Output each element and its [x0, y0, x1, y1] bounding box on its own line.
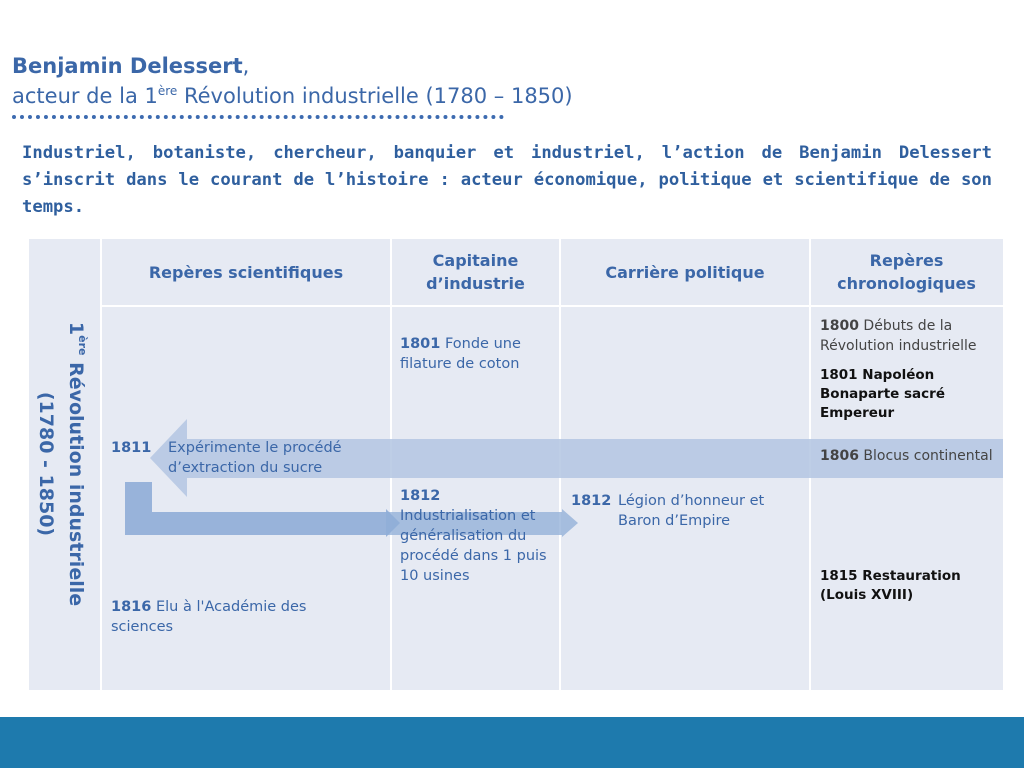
year-label: 1812	[571, 493, 612, 509]
subtitle-text-start: acteur de la 1	[12, 84, 158, 108]
year-label: 1801	[400, 336, 441, 352]
chrono-1801-event: 1801 Napoléon Bonaparte sacré Empereur	[820, 367, 945, 421]
header-industry: Capitaine d’industrie	[426, 251, 525, 293]
side-label-number: 1	[65, 321, 87, 336]
header-chronology: Repères chronologiques	[837, 251, 976, 293]
year-label: 1811	[111, 440, 152, 456]
chrono-1800-event	[820, 316, 998, 356]
footer-band	[0, 717, 1024, 768]
subtitle-text-end: Révolution industrielle (1780 – 1850)	[177, 84, 573, 108]
chrono-1815-event: 1815 Restauration (Louis XVIII)	[820, 568, 961, 603]
event-text: Débuts de la Révolution industrielle	[820, 318, 977, 354]
politics-1812-year	[571, 491, 617, 511]
sciences-1811-text: Expérimente le procédé d’extraction du sucre	[168, 440, 342, 476]
year-label: 1806	[820, 448, 859, 464]
side-period-label	[31, 322, 97, 606]
side-label-superscript: ère	[76, 335, 89, 356]
sciences-1816-event	[111, 597, 361, 637]
industry-1801-event	[400, 334, 550, 374]
chrono-1806-event	[820, 446, 1002, 466]
sciences-1811-year	[111, 438, 161, 458]
side-label-text: Révolution industrielle	[65, 355, 87, 607]
industry-1812-event	[400, 486, 550, 586]
header-sciences: Repères scientifiques	[148, 262, 344, 282]
year-label: 1816	[111, 599, 152, 615]
side-label-line-1	[61, 322, 97, 606]
event-text: Industrialisation et généralisation du procédé dans 1 puis 10 usines	[400, 508, 547, 584]
event-text: Elu à l'Académie des sciences	[111, 599, 307, 635]
event-text: Blocus continental	[858, 448, 993, 464]
title-comma: ,	[242, 54, 250, 78]
intro-paragraph: Industriel, botaniste, chercheur, banquier et industriel, l’action de Benjamin Delessert s’inscrit dans le courant de l’histoire : acteur économique, politique et scientifique de son temps.	[22, 143, 992, 217]
year-label: 1812	[400, 488, 441, 504]
event-text: Fonde une filature de coton	[400, 336, 521, 372]
side-label-line-2: (1780 - 1850)	[35, 391, 57, 537]
politics-1812-text: Légion d’honneur et Baron d’Empire	[618, 493, 765, 529]
header-politics: Carrière politique	[605, 262, 765, 282]
bent-arrow-sucre	[125, 482, 400, 537]
year-label: 1800	[820, 318, 859, 334]
subtitle-superscript: ère	[157, 84, 178, 98]
title-name: Benjamin Delessert	[12, 54, 243, 78]
